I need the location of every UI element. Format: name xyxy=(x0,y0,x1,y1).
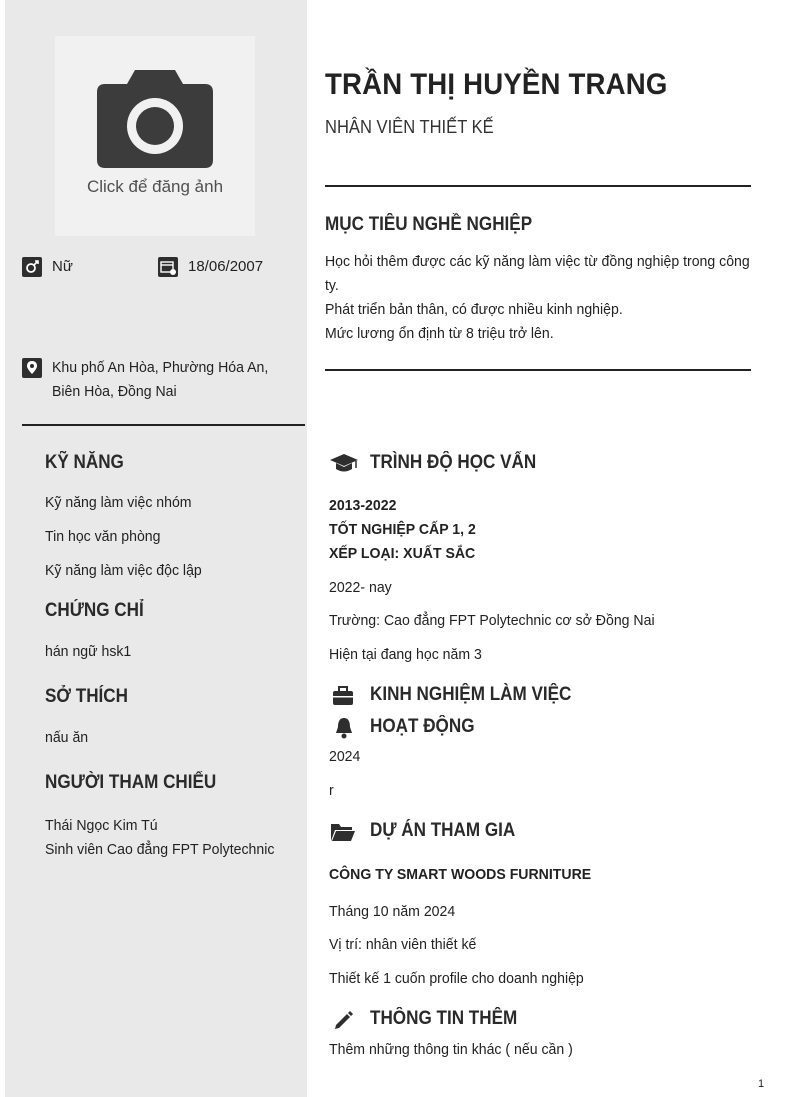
graduation-cap-icon xyxy=(329,452,359,479)
certificate-item: hán ngữ hsk1 xyxy=(45,643,132,660)
folder-icon xyxy=(330,822,356,847)
education-title: TRÌNH ĐỘ HỌC VẤN xyxy=(370,452,537,473)
activities-title: HOẠT ĐỘNG xyxy=(370,716,475,737)
gender-icon xyxy=(22,257,42,282)
references-content xyxy=(45,814,274,862)
objective-line: ty. xyxy=(325,277,339,294)
gender-value: Nữ xyxy=(52,258,73,275)
reference-name: Thái Ngọc Kim Tú xyxy=(45,817,158,834)
project-task: Thiết kế 1 cuốn profile cho doanh nghiệp xyxy=(329,970,584,987)
objective-title: MỤC TIÊU NGHỀ NGHIỆP xyxy=(325,214,533,235)
hobby-item: nấu ăn xyxy=(45,729,89,746)
briefcase-icon xyxy=(332,686,354,711)
activity-year: 2024 xyxy=(329,748,361,765)
education-school: Trường: Cao đẳng FPT Polytechnic cơ sở Đồng Nai xyxy=(329,612,655,629)
objective-line: Mức lương ổn định từ 8 triệu trở lên. xyxy=(325,325,554,342)
location-pin-icon xyxy=(22,358,42,383)
education-degree: TỐT NGHIỆP CẤP 1, 2 xyxy=(329,521,476,538)
education-period: 2022- nay xyxy=(329,579,392,596)
birthdate-value: 18/06/2007 xyxy=(188,258,264,275)
additional-title: THÔNG TIN THÊM xyxy=(370,1008,518,1029)
certificates-title: CHỨNG CHỈ xyxy=(45,600,144,621)
activity-description: r xyxy=(329,782,334,799)
objective-line: Học hỏi thêm được các kỹ năng làm việc từ đồng nghiệp trong công xyxy=(325,253,750,270)
address-line-2: Biên Hòa, Đồng Nai xyxy=(52,383,177,400)
address xyxy=(52,356,268,404)
pencil-icon xyxy=(333,1010,355,1035)
bell-icon xyxy=(334,717,354,744)
skill-item: Tin học văn phòng xyxy=(45,528,161,545)
sidebar-divider xyxy=(22,424,305,426)
calendar-icon xyxy=(158,257,178,282)
projects-title: DỰ ÁN THAM GIA xyxy=(370,820,516,841)
references-title: NGƯỜI THAM CHIẾU xyxy=(45,772,217,793)
experience-title: KINH NGHIỆM LÀM VIỆC xyxy=(370,684,572,705)
additional-text: Thêm những thông tin khác ( nếu cần ) xyxy=(329,1041,573,1058)
candidate-title: NHÂN VIÊN THIẾT KẾ xyxy=(325,117,494,137)
page-number: 1 xyxy=(758,1078,765,1090)
education-period: 2013-2022 xyxy=(329,497,397,514)
hobbies-title: SỞ THÍCH xyxy=(45,686,128,707)
project-position: Vị trí: nhân viên thiết kế xyxy=(329,936,477,953)
photo-upload-label: Click để đăng ảnh xyxy=(86,177,224,196)
education-status: Hiện tại đang học năm 3 xyxy=(329,646,482,663)
objective-content xyxy=(325,250,750,346)
objective-line: Phát triển bản thân, có được nhiều kinh nghiệp. xyxy=(325,301,623,318)
reference-detail: Sinh viên Cao đẳng FPT Polytechnic xyxy=(45,841,275,858)
address-line-1: Khu phố An Hòa, Phường Hóa An, xyxy=(52,359,269,376)
skills-title: KỸ NĂNG xyxy=(45,452,124,473)
header-divider xyxy=(325,185,751,187)
project-company: CÔNG TY SMART WOODS FURNITURE xyxy=(329,866,592,883)
objective-divider xyxy=(325,369,751,371)
education-grade: XẾP LOẠI: XUẤT SẮC xyxy=(329,545,476,562)
camera-icon xyxy=(95,66,215,170)
photo-upload[interactable] xyxy=(55,36,255,236)
candidate-name: TRẦN THỊ HUYỀN TRANG xyxy=(325,68,668,101)
education-entry-1 xyxy=(329,494,476,566)
skill-item: Kỹ năng làm việc nhóm xyxy=(45,494,192,511)
skill-item: Kỹ năng làm việc độc lập xyxy=(45,562,202,579)
project-date: Tháng 10 năm 2024 xyxy=(329,903,456,920)
